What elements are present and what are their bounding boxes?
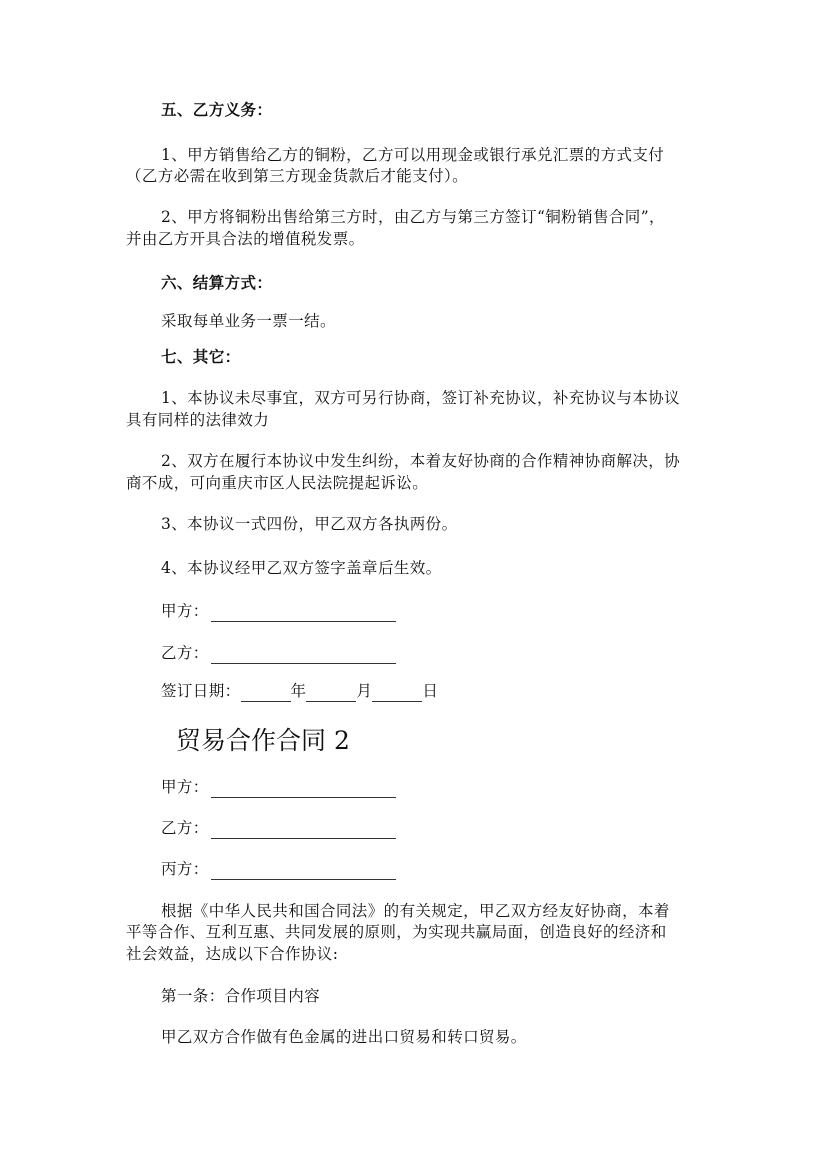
intro-line2: 平等合作、互利互惠、共同发展的原则，为实现共赢局面，创造良好的经济和 <box>126 923 667 941</box>
party-b-signature-line <box>211 822 396 839</box>
section-6-p1: 采取每单业务一票一结。 <box>161 312 336 330</box>
party-b-signature-line <box>211 647 396 664</box>
month-label: 月 <box>356 682 373 700</box>
date-label: 签订日期： <box>161 682 241 700</box>
party-b-label: 乙方： <box>161 819 209 837</box>
day-label: 日 <box>422 682 439 700</box>
section-7-heading: 七、其它： <box>161 347 241 366</box>
section-7-p1-line1: 1、本协议未尽事宜，双方可另行协商，签订补充协议，补充协议与本协议 <box>161 389 681 407</box>
signature-date <box>161 680 438 702</box>
section-5-p1-line2: （乙方必需在收到第三方现金货款后才能支付）。 <box>126 167 469 185</box>
party-a-signature-line <box>211 605 396 622</box>
section-5-p2-line1: 2、甲方将铜粉出售给第三方时，由乙方与第三方签订“铜粉销售合同”， <box>161 208 665 226</box>
section-7-p4: 4、本协议经甲乙双方签字盖章后生效。 <box>161 559 442 577</box>
section-7-p3: 3、本协议一式四份，甲乙双方各执两份。 <box>161 515 458 533</box>
party-a-label: 甲方： <box>161 602 209 620</box>
section-5-p1-line1: 1、甲方销售给乙方的铜粉，乙方可以用现金或银行承兑汇票的方式支付 <box>161 146 665 164</box>
section-5-p2-line2: 并由乙方开具合法的增值税发票。 <box>126 230 365 248</box>
signature-party-a <box>161 600 396 622</box>
party-b-label: 乙方： <box>161 644 209 662</box>
contract2-party-b <box>161 817 396 839</box>
month-blank <box>306 685 356 702</box>
section-5-heading: 五、乙方义务： <box>161 100 273 119</box>
section-6-heading: 六、结算方式： <box>161 273 273 292</box>
party-a-signature-line <box>211 781 396 798</box>
contract2-party-c <box>161 858 396 880</box>
intro-line3: 社会效益，达成以下合作协议: <box>126 945 339 963</box>
year-blank <box>241 685 291 702</box>
article-1-text: 甲乙双方合作做有色金属的进出口贸易和转口贸易。 <box>161 1028 527 1046</box>
day-blank <box>372 685 422 702</box>
signature-party-b <box>161 642 396 664</box>
party-c-signature-line <box>211 863 396 880</box>
contract2-party-a <box>161 776 396 798</box>
contract-2-title: 贸易合作合同 2 <box>176 726 350 755</box>
section-7-p2-line1: 2、双方在履行本协议中发生纠纷，本着友好协商的合作精神协商解决，协 <box>161 452 681 470</box>
party-a-label: 甲方： <box>161 778 209 796</box>
article-1-heading: 第一条：合作项目内容 <box>161 987 321 1005</box>
intro-line1: 根据《中华人民共和国合同法》的有关规定，甲乙双方经友好协商，本着 <box>161 902 670 920</box>
party-c-label: 丙方： <box>161 860 209 878</box>
section-7-p1-line2: 具有同样的法律效力 <box>126 411 270 429</box>
year-label: 年 <box>290 682 307 700</box>
section-7-p2-line2: 商不成，可向重庆市区人民法院提起诉讼。 <box>126 474 429 492</box>
